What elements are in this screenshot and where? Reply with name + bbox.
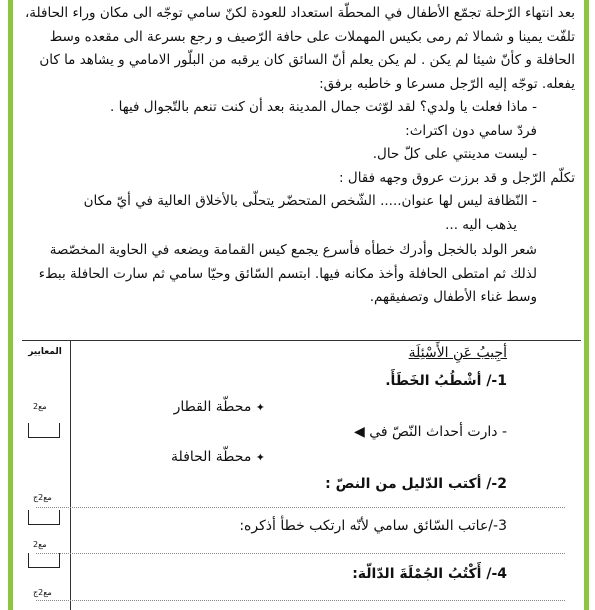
answer-line[interactable] <box>36 553 565 554</box>
section-divider <box>22 340 581 341</box>
criteria-header: المعايير <box>28 347 62 357</box>
mark-box[interactable] <box>28 553 60 568</box>
story-paragraph-2: شعر الولد بالخجل وأدرك خطأه فأسرع يجمع كيس القمامة ويضعه في الحاوية المخصّصة لذلك ثم امتطى الحافلة وأخذ مكانه فيها. ابتسم السّائق وحيّا سامي ثم سارت الحافلة ببطء وسط غناء الأطفال وتصفيقهم. <box>38 242 537 305</box>
question-1 <box>385 373 507 389</box>
story-text <box>22 0 575 310</box>
star-bullet-icon: ✦ <box>255 451 265 464</box>
story-line: - ليست مدينتي على كلّ حال. <box>372 146 537 162</box>
left-green-border <box>8 0 13 610</box>
question-3 <box>239 518 507 534</box>
arrow-left-icon: ◀ <box>353 424 365 440</box>
question-2-text: 2-/ أكتب الدّليل من النصّ : <box>325 476 507 492</box>
story-line: تكلّم الرّجل و قد برزت عروق وجهه فقال : <box>339 169 575 186</box>
answer-line[interactable] <box>36 600 565 601</box>
mark-label: مع2 <box>33 540 47 549</box>
q1-stem <box>354 424 507 440</box>
star-bullet-icon: ✦ <box>255 401 265 414</box>
q1-option-2-label: محطّة الحافلة <box>171 449 252 465</box>
criteria-column-divider <box>70 340 71 610</box>
story-line: - ماذا فعلت يا ولدي؟ لقد لوّثت جمال المدينة بعد أن كنت تنعم بالتّجوال فيها . <box>110 99 537 115</box>
question-4-text: 4-/ أَكْتُبُ الجُمْلَةَ الدّالّة: <box>352 566 507 582</box>
mark-box[interactable] <box>28 423 60 438</box>
mark-label: مع2 <box>33 402 47 411</box>
questions-heading: أجِيبُ عَنِ الأَسْئِلَة <box>408 345 507 361</box>
right-green-border <box>584 0 589 610</box>
question-3-text: 3-/عاتب السّائق سامي لأنّه ارتكب خطأ أذكره: <box>239 518 507 534</box>
story-paragraph-1: بعد انتهاء الرّحلة تجمّع الأطفال في المحطّة استعداد للعودة لكنّ سامي توجّه الى مكان وراء الحافلة، تلفّت يمينا و شمالا ثم رمى بكيس المهملات على حافة الرّصيف و رجع بسرعة الى مقعده وسط الحافلة و كأنّ شيئا لم يكن . لم يكن يعلم أنّ السائق كان يرقبه من البلّور الامامي و يشاهد ما كان يفعله. توجّه إليه الرّجل مسرعا و خاطبه برفق: <box>24 5 575 92</box>
question-2 <box>325 476 507 492</box>
question-1-text: 1-/ أشْطُبُ الخَطَأَ. <box>385 373 507 389</box>
mark-box[interactable] <box>28 510 60 525</box>
story-line: فردّ سامي دون اكتراث: <box>405 122 537 139</box>
question-4 <box>352 566 507 582</box>
answer-line[interactable] <box>36 507 565 508</box>
q1-option-1[interactable] <box>174 399 265 415</box>
story-line: - النّظافة ليس لها عنوان..... الشّخص المتحضّر يتحلّى بالأخلاق العالية في أيّ مكان <box>83 193 537 209</box>
q1-option-2[interactable] <box>171 449 265 465</box>
q1-stem-text: - دارت أحداث النّصّ في <box>369 424 507 440</box>
mark-label: مع2ج <box>33 493 52 502</box>
q1-option-1-label: محطّة القطار <box>173 399 252 415</box>
mark-label: مع2ج <box>33 588 52 597</box>
story-line: يذهب اليه ... <box>445 216 517 233</box>
